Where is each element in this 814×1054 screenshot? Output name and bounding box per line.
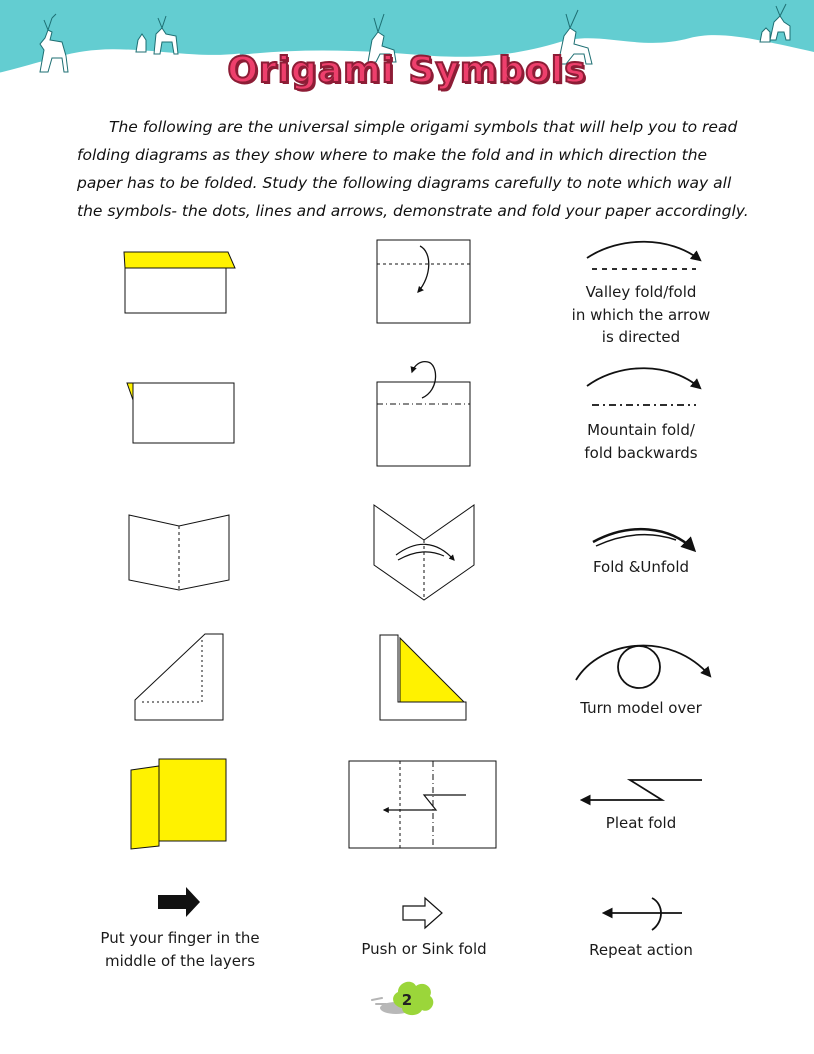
intro-paragraph: The following are the universal simple origami symbols that will help you to read folding diagrams as they show where to make the fold and in which direction the paper has to be folded. Study the following diagrams carefully to note which way all the symbols- the dots, lines and arrows, demonstrate and fold your paper accordingly. [77, 118, 749, 220]
valley-fold-symbol [587, 242, 700, 269]
page-title: Origami Symbols [227, 50, 587, 91]
valley-fold-step2-diagram [377, 240, 470, 323]
page-number: 2 [401, 991, 413, 1009]
pleat-step1-diagram [131, 759, 226, 849]
finger-caption: Put your finger in the middle of the layers [100, 929, 260, 970]
mountain-fold-step1-diagram [127, 383, 234, 443]
turn-over-step1-diagram [135, 634, 223, 720]
repeat-action-caption: Repeat action [589, 941, 693, 959]
pleat-fold-caption: Pleat fold [605, 814, 677, 832]
fold-unfold-symbol [593, 529, 694, 550]
finger-arrow-icon [158, 887, 200, 917]
mountain-fold-step2-diagram [377, 362, 470, 466]
repeat-action-symbol [604, 898, 682, 930]
fold-unfold-step2-diagram [374, 505, 474, 600]
fold-unfold-caption: Fold &Unfold [592, 558, 690, 576]
push-sink-caption: Push or Sink fold [361, 940, 487, 958]
push-arrow-icon [403, 898, 442, 928]
pleat-step2-diagram [349, 761, 496, 848]
valley-fold-step1-diagram [124, 252, 235, 313]
fold-unfold-step1-diagram [129, 515, 229, 590]
turn-over-caption: Turn model over [580, 699, 702, 717]
valley-fold-caption: Valley fold/fold in which the arrow is directed [571, 283, 711, 346]
mountain-fold-symbol [587, 368, 700, 405]
turn-over-step2-diagram [380, 635, 466, 720]
turn-over-symbol [576, 646, 710, 688]
pleat-fold-symbol [582, 780, 702, 800]
mountain-fold-caption: Mountain fold/ fold backwards [584, 421, 698, 462]
